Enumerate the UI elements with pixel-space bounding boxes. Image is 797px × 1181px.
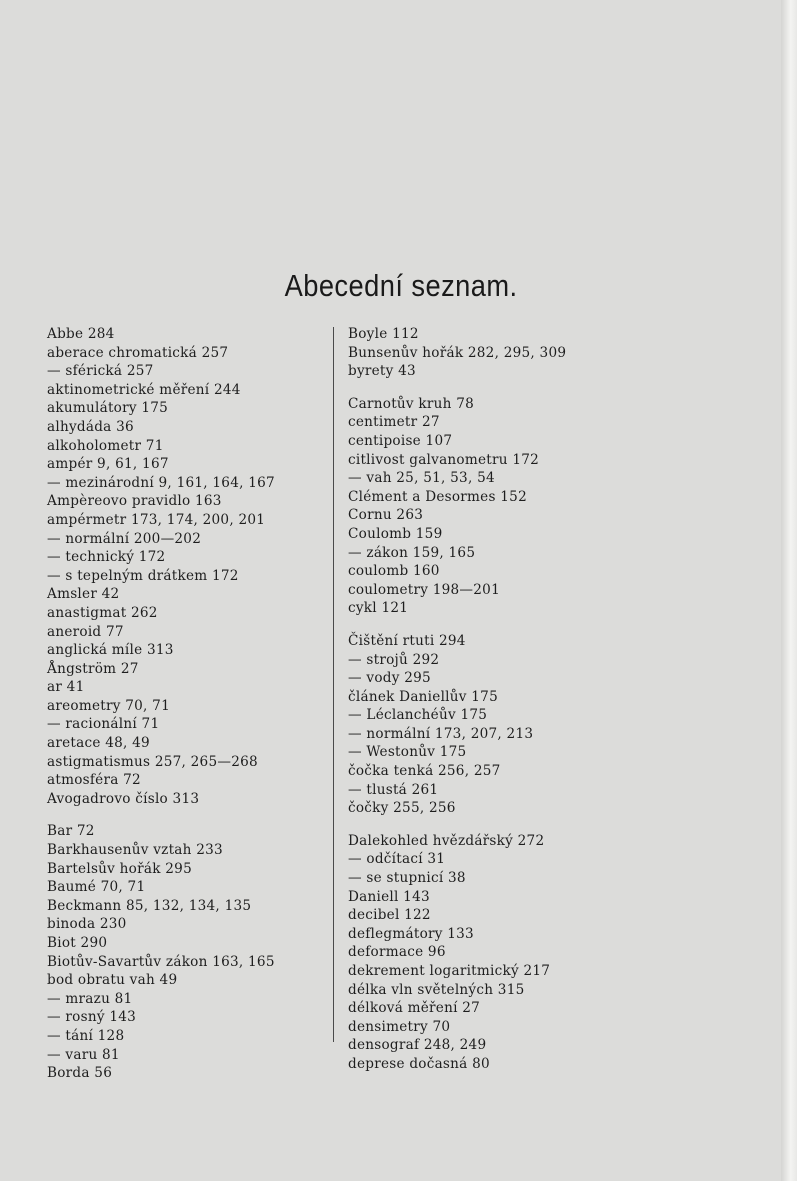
index-entry: Borda 56 [47, 1065, 113, 1082]
index-entry: — normální 200—202 [47, 530, 202, 547]
index-column-right [348, 325, 648, 1074]
index-entry: Amsler 42 [47, 586, 120, 603]
index-entry: akumulátory 175 [47, 400, 169, 417]
index-column-left [47, 325, 322, 1083]
index-entry: atmosféra 72 [47, 772, 141, 789]
index-group-c [348, 395, 648, 618]
index-entry: coulometry 198—201 [348, 581, 500, 598]
index-entry: deflegmátory 133 [348, 925, 474, 942]
index-entry: cykl 121 [348, 600, 409, 617]
index-entry: — vody 295 [348, 670, 431, 687]
index-entry: decibel 122 [348, 907, 431, 924]
index-entry: Čištění rtuti 294 [348, 632, 466, 649]
index-entry: — tání 128 [47, 1027, 125, 1044]
index-entry: deprese dočasná 80 [348, 1055, 490, 1072]
index-entry: deformace 96 [348, 944, 446, 961]
index-entry: — s tepelným drátkem 172 [47, 567, 239, 584]
index-entry: Daniell 143 [348, 888, 430, 905]
page-edge [781, 0, 797, 1181]
index-entry: — rosný 143 [47, 1009, 137, 1026]
index-entry: ar 41 [47, 679, 85, 696]
index-group-d [348, 832, 648, 1074]
index-entry: — varu 81 [47, 1046, 120, 1063]
index-entry: Bunsenův hořák 282, 295, 309 [348, 344, 567, 361]
index-entry: bod obratu vah 49 [47, 972, 178, 989]
index-entry: Bar 72 [47, 823, 95, 840]
index-entry: — odčítací 31 [348, 851, 446, 868]
index-entry: článek Daniellův 175 [348, 688, 498, 705]
index-entry: — mrazu 81 [47, 990, 133, 1007]
index-entry: — normální 173, 207, 213 [348, 725, 534, 742]
index-entry: binoda 230 [47, 916, 127, 933]
index-group-a [47, 325, 322, 808]
index-entry: astigmatismus 257, 265—268 [47, 753, 258, 770]
index-entry: — vah 25, 51, 53, 54 [348, 470, 495, 487]
index-entry: dekrement logaritmický 217 [348, 963, 551, 979]
index-entry: — tlustá 261 [348, 781, 439, 798]
index-entry: coulomb 160 [348, 563, 440, 580]
index-entry: densograf 248, 249 [348, 1037, 487, 1054]
index-entry: — sférická 257 [47, 363, 154, 380]
index-entry: čočka tenká 256, 257 [348, 763, 501, 780]
index-entry: Barkhausenův vztah 233 [47, 842, 223, 859]
index-entry: délková měření 27 [348, 1000, 481, 1017]
index-entry: anglická míle 313 [47, 642, 174, 659]
index-entry: čočky 255, 256 [348, 800, 456, 817]
index-entry: Boyle 112 [348, 326, 419, 342]
index-entry: ampérmetr 173, 174, 200, 201 [47, 511, 266, 528]
index-entry: ampér 9, 61, 167 [47, 456, 169, 473]
index-entry: Baumé 70, 71 [47, 879, 146, 896]
index-entry: — racionální 71 [47, 716, 160, 733]
index-entry: Abbe 284 [47, 326, 115, 342]
index-entry: centipoise 107 [348, 432, 453, 449]
index-entry: Dalekohled hvězdářský 272 [348, 832, 545, 849]
index-entry: aktinometrické měření 244 [47, 381, 241, 398]
index-entry: — Westonův 175 [348, 744, 467, 761]
index-entry: — se stupnicí 38 [348, 870, 466, 887]
index-entry: alhydáda 36 [47, 418, 134, 435]
column-divider [333, 327, 334, 1042]
index-entry: Clément a Desormes 152 [348, 488, 527, 505]
index-entry: — mezinárodní 9, 161, 164, 167 [47, 474, 275, 491]
index-entry: Ångström 27 [47, 660, 139, 677]
index-entry: alkoholometr 71 [47, 437, 164, 454]
index-entry: Biotův-Savartův zákon 163, 165 [47, 953, 275, 970]
index-entry: aneroid 77 [47, 623, 124, 640]
index-entry: Avogadrovo číslo 313 [47, 790, 200, 807]
index-entry: Coulomb 159 [348, 525, 443, 542]
index-entry: aretace 48, 49 [47, 735, 150, 752]
page-title: Abecední seznam. [284, 268, 518, 303]
index-entry: Ampèreovo pravidlo 163 [47, 493, 222, 510]
index-entry: citlivost galvanometru 172 [348, 451, 540, 468]
index-entry: — strojů 292 [348, 651, 440, 668]
index-entry: centimetr 27 [348, 414, 440, 431]
index-entry: Biot 290 [47, 935, 108, 951]
index-entry: délka vln světelných 315 [348, 981, 525, 998]
index-group-č [348, 632, 648, 818]
index-entry: anastigmat 262 [47, 604, 158, 621]
index-entry: Beckmann 85, 132, 134, 135 [47, 897, 252, 914]
index-entry: Carnotův kruh 78 [348, 395, 475, 412]
index-entry: — Léclanchéův 175 [348, 707, 488, 724]
index-entry: Bartelsův hořák 295 [47, 860, 192, 877]
index-group-b [348, 325, 648, 381]
index-entry: densimetry 70 [348, 1018, 451, 1035]
index-entry: — zákon 159, 165 [348, 544, 476, 561]
index-entry: aberace chromatická 257 [47, 344, 229, 361]
index-entry: areometry 70, 71 [47, 697, 170, 714]
index-entry: Cornu 263 [348, 507, 424, 524]
index-entry: — technický 172 [47, 549, 166, 566]
index-entry: byrety 43 [348, 363, 416, 380]
index-group-b [47, 822, 322, 1082]
